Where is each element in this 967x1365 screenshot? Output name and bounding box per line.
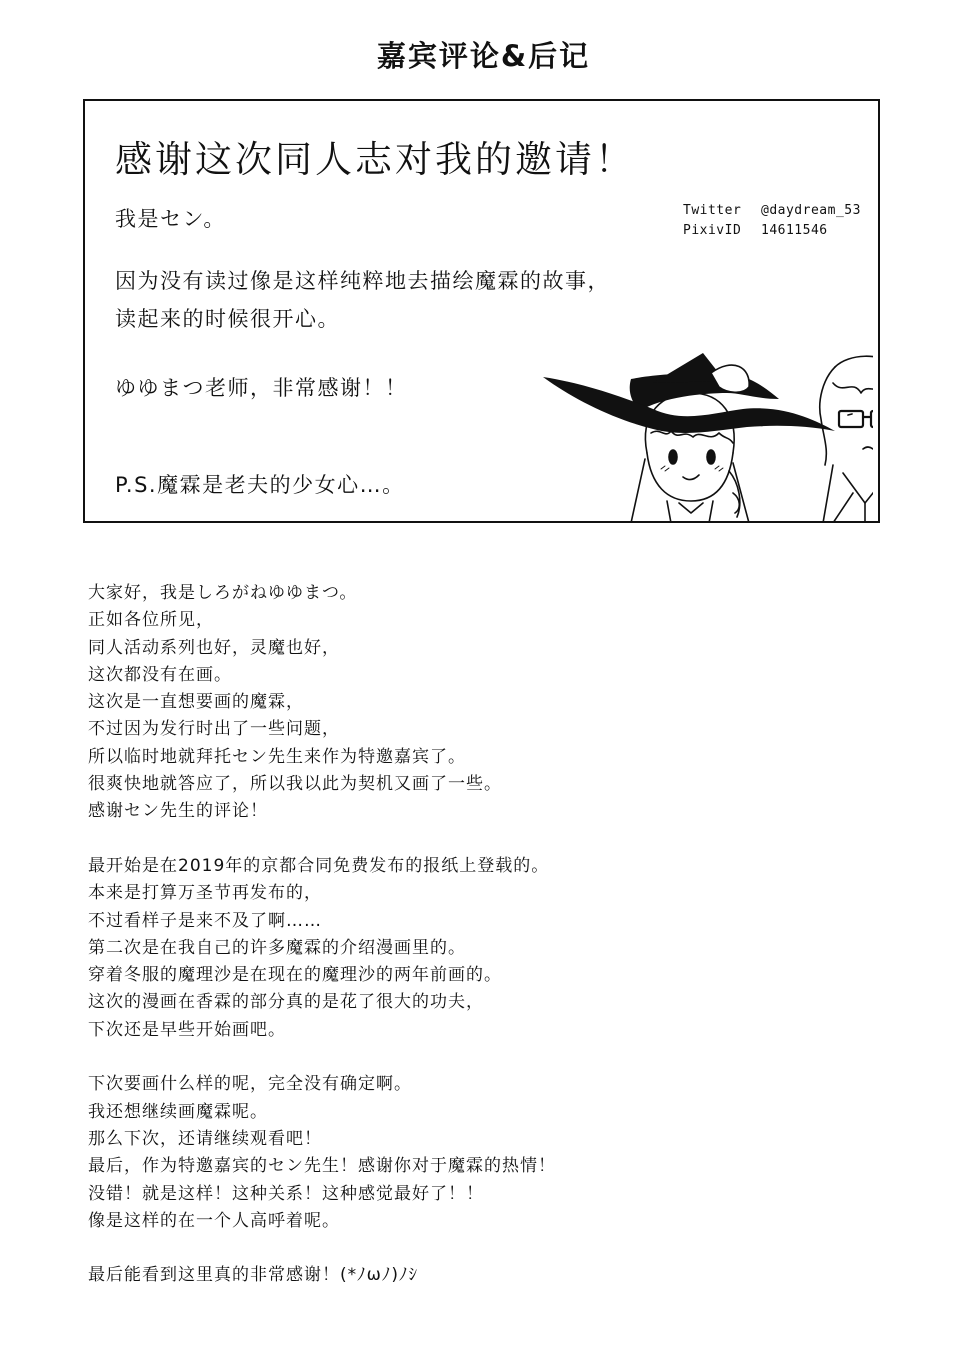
guest-comment-intro: 我是セン。 [115,207,226,231]
afterword-line: 像是这样的在一个人高呼着呢。 [88,1210,340,1231]
afterword-paragraph [88,853,556,1044]
page-title: 嘉宾评论&后记 [376,39,591,73]
afterword-line: 第二次是在我自己的许多魔霖的介绍漫画里的。 [88,937,466,958]
afterword-closing-line: 最后能看到这里真的非常感谢！(*ﾉωﾉ)ﾉｼ [88,1265,418,1286]
witch-hat-drawing [543,353,835,433]
afterword-line: 我还想继续画魔霖呢。 [88,1101,268,1122]
afterword-line: 这次的漫画在香霖的部分真的是花了很大的功夫， [88,992,484,1013]
afterword-line: 不过看样子是来不及了啊…… [88,910,322,931]
afterword-line: 本来是打算万圣节再发布的， [88,883,322,904]
afterword-line: 很爽快地就答应了，所以我以此为契机又画了一些。 [88,774,502,795]
guest-comment-box [83,99,880,523]
twitter-handle: @daydream_53 [761,203,861,218]
guest-comment-line: 读起来的时候很开心。 [115,307,340,331]
pixiv-id: 14611546 [761,223,828,238]
character-illustration [543,353,873,523]
glasses-character-drawing [820,356,873,523]
afterword-line: 最后，作为特邀嘉宾的セン先生！感谢你对于魔霖的热情！ [88,1156,556,1177]
afterword-line: 穿着冬服的魔理沙是在现在的魔理沙的两年前画的。 [88,965,502,986]
guest-comment-heading: 感谢这次同人志对我的邀请！ [115,138,635,181]
afterword-line: 最开始是在2019年的京都合同免费发布的报纸上登载的。 [88,855,550,876]
afterword-line: 大家好，我是しろがねゆゆまつ。 [88,583,358,603]
twitter-label: Twitter [683,203,742,218]
afterword-paragraph [88,580,556,826]
afterword-line: 感谢セン先生的评论！ [88,801,268,822]
afterword-text [88,580,556,1317]
afterword-line: 下次还是早些开始画吧。 [88,1019,286,1040]
afterword-line: 正如各位所见， [88,610,214,631]
afterword-paragraph [88,1262,556,1289]
guest-comment-ps: P.S.魔霖是老夫的少女心…。 [115,473,405,497]
afterword-line: 那么下次，还请继续观看吧！ [88,1128,322,1149]
afterword-line: 所以临时地就拜托セン先生来作为特邀嘉宾了。 [88,746,466,767]
afterword-line: 这次都没有在画。 [88,664,232,685]
afterword-line: 没错！就是这样！这种关系！这种感觉最好了！！ [88,1183,484,1204]
afterword-line: 这次是一直想要画的魔霖， [88,692,304,713]
guest-comment-thanks: ゆゆまつ老师，非常感谢！！ [115,376,408,400]
afterword-line: 不过因为发行时出了一些问题， [88,719,340,740]
guest-comment-line: 因为没有读过像是这样纯粹地去描绘魔霖的故事， [115,269,610,293]
contact-info [683,201,861,241]
afterword-paragraph [88,1071,556,1235]
pixiv-label: PixivID [683,223,742,238]
afterword-line: 下次要画什么样的呢，完全没有确定啊。 [88,1074,412,1095]
afterword-line: 同人活动系列也好，灵魔也好， [88,637,340,658]
